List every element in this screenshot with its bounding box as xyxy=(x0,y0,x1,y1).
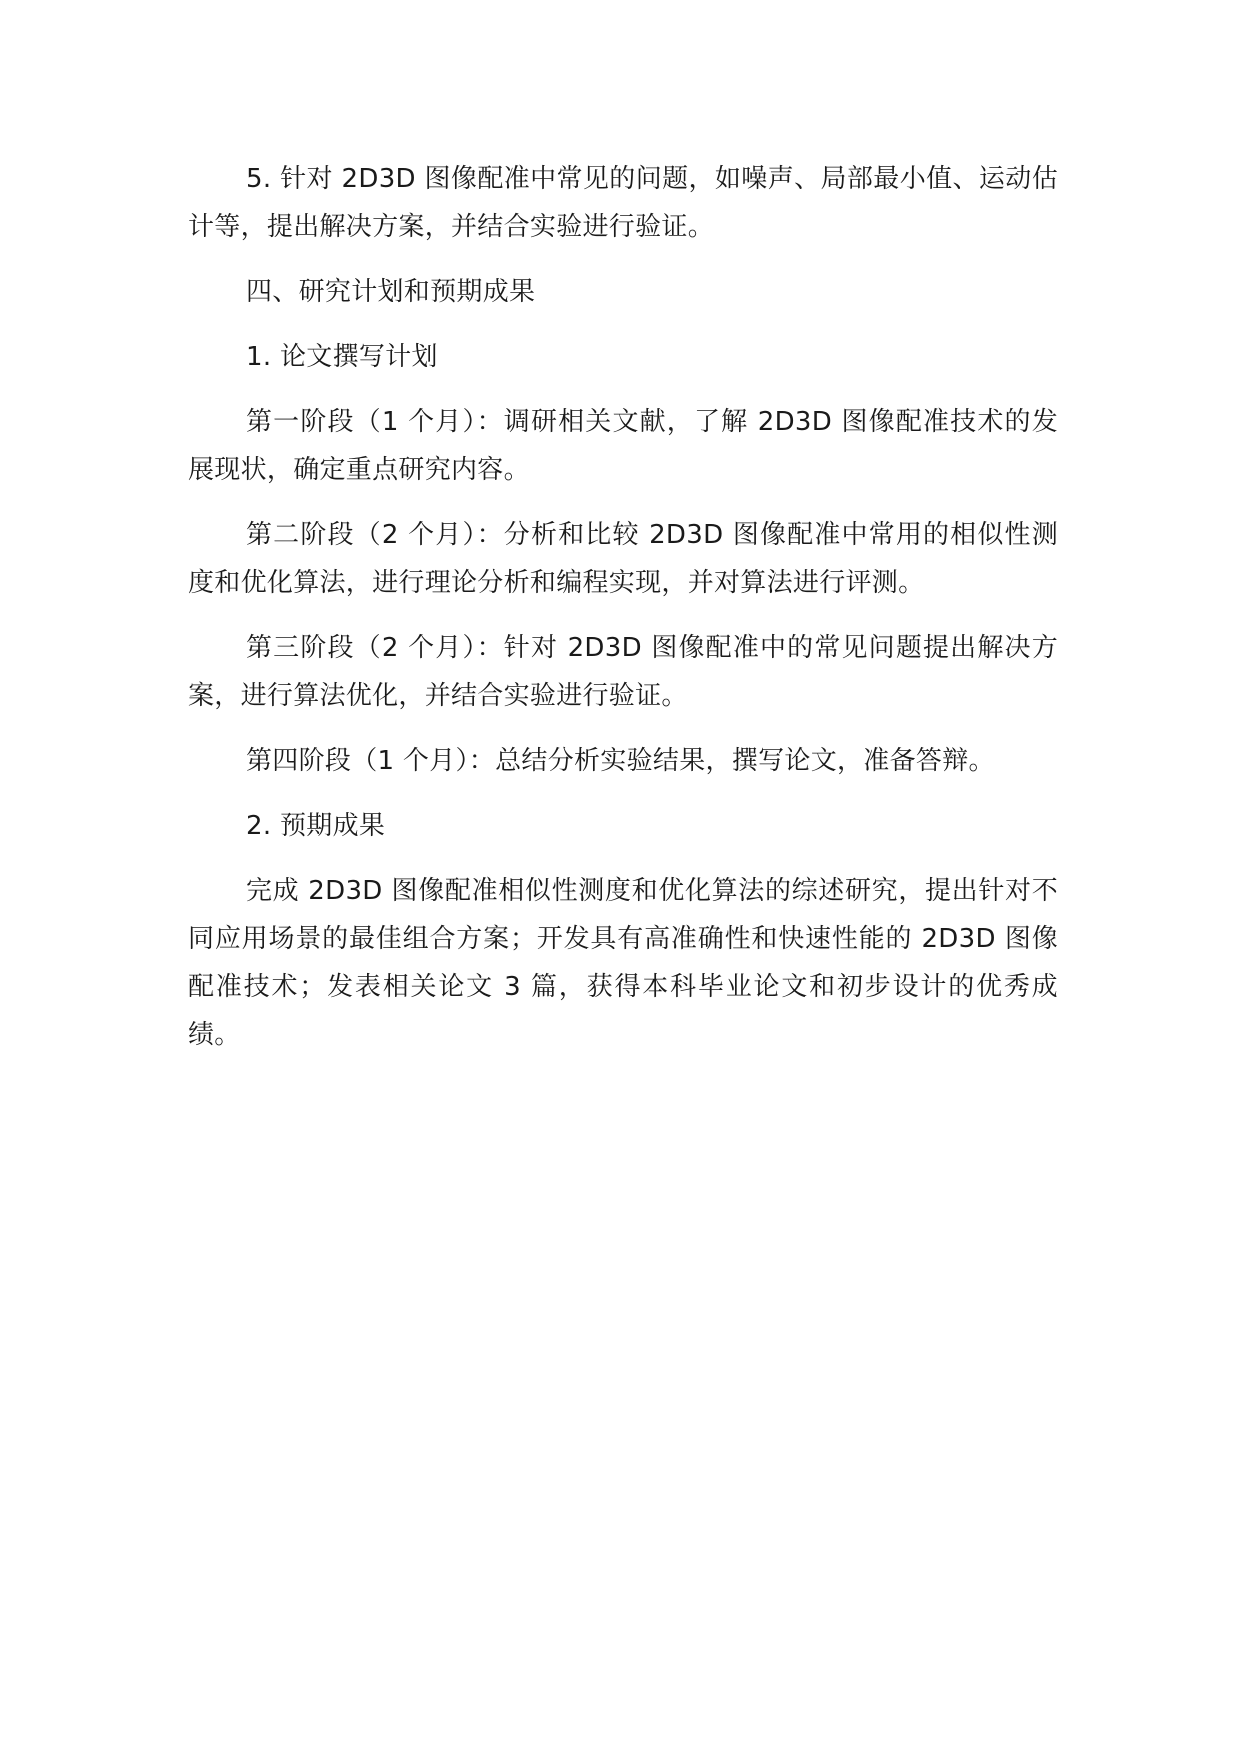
stage-2-paragraph: 第二阶段（2 个月）：分析和比较 2D3D 图像配准中常用的相似性测度和优化算法，进行理论分析和编程实现，并对算法进行评测。 xyxy=(188,520,1058,598)
stage-3-paragraph: 第三阶段（2 个月）：针对 2D3D 图像配准中的常见问题提出解决方案，进行算法优化，并结合实验进行验证。 xyxy=(188,633,1058,711)
item-5-paragraph: 5. 针对 2D3D 图像配准中常见的问题，如噪声、局部最小值、运动估计等，提出解决方案，并结合实验进行验证。 xyxy=(188,164,1058,242)
document-body xyxy=(188,155,1058,1076)
subsection-2-heading: 2. 预期成果 xyxy=(246,811,386,841)
stage-4-paragraph: 第四阶段（1 个月）：总结分析实验结果，撰写论文，准备答辩。 xyxy=(246,746,995,776)
subsection-1-heading: 1. 论文撰写计划 xyxy=(246,342,438,372)
expected-results-paragraph: 完成 2D3D 图像配准相似性测度和优化算法的综述研究，提出针对不同应用场景的最佳组合方案；开发具有高准确性和快速性能的 2D3D 图像配准技术；发表相关论文 3 篇，获得本科毕业论文和初步设计的优秀成绩。 xyxy=(188,876,1058,1050)
section-4-heading: 四、研究计划和预期成果 xyxy=(246,277,536,307)
stage-1-paragraph: 第一阶段（1 个月）：调研相关文献，了解 2D3D 图像配准技术的发展现状，确定重点研究内容。 xyxy=(188,407,1058,485)
